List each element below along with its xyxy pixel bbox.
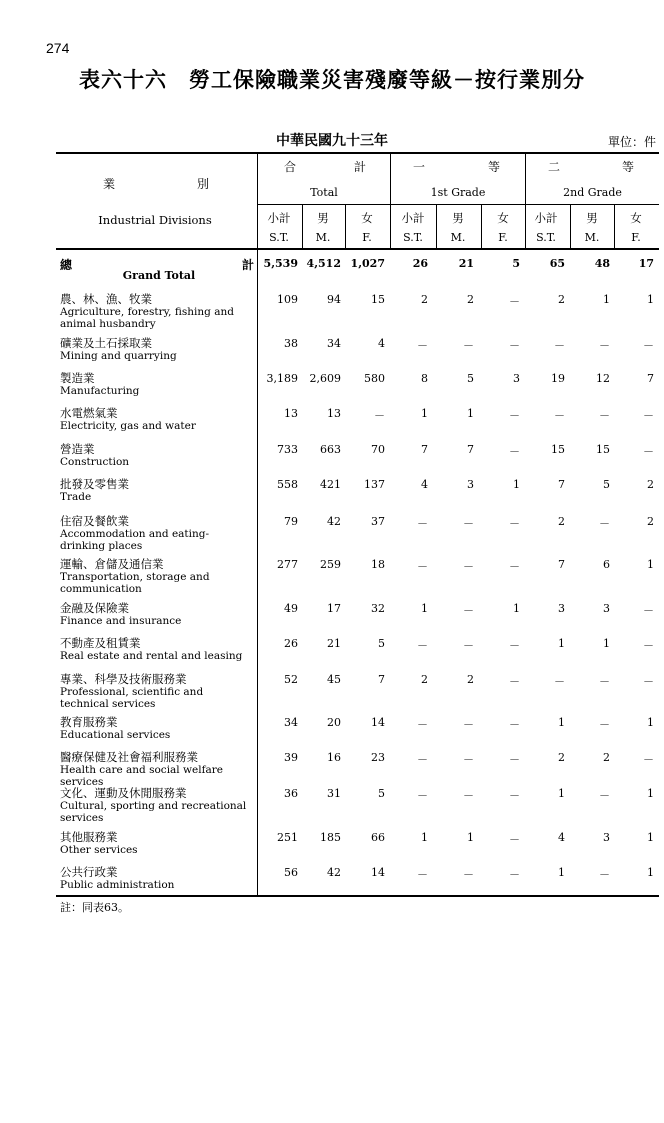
sub-header-en: F. <box>498 231 508 244</box>
table-cell: － <box>463 517 474 530</box>
table-cell: 13 <box>327 407 341 420</box>
industry-header-cn: 業 <box>102 177 115 191</box>
table-bottom-rule <box>56 895 659 897</box>
table-cell: 3 <box>603 831 610 844</box>
table-cell: 7 <box>467 443 474 456</box>
table-cell: － <box>417 517 428 530</box>
table-cell: 1 <box>421 407 428 420</box>
industry-header-en: Industrial Divisions <box>98 213 212 227</box>
table-cell: 34 <box>284 716 298 729</box>
sub-header-cn: 男 <box>317 211 329 225</box>
table-cell: 8 <box>421 372 428 385</box>
table-cell: 2 <box>421 293 428 306</box>
industry-name-en: Construction <box>60 456 130 468</box>
table-cell: 32 <box>371 602 385 615</box>
industry-name-en: Mining and quarrying <box>60 350 177 362</box>
table-cell: 5 <box>378 787 385 800</box>
table-cell: 2 <box>558 751 565 764</box>
table-cell: 16 <box>327 751 341 764</box>
table-cell: 1 <box>603 637 610 650</box>
grand-total-label-en: Grand Total <box>122 269 196 282</box>
group-header-total-en: Total <box>310 186 338 199</box>
table-cell: 2 <box>558 515 565 528</box>
industry-name-en: Manufacturing <box>60 385 140 397</box>
table-cell: － <box>599 789 610 802</box>
table-cell: － <box>643 639 654 652</box>
grand-total-cell: 1,027 <box>350 257 385 270</box>
group-header-grade2-en: 2nd Grade <box>563 186 622 199</box>
table-cell: 5 <box>467 372 474 385</box>
sub-header-cn: 女 <box>497 211 509 225</box>
table-cell: 4 <box>558 831 565 844</box>
industry-name-en: Finance and insurance <box>60 615 182 627</box>
table-cell: 6 <box>603 558 610 571</box>
table-cell: 1 <box>421 602 428 615</box>
industry-header-cn: 別 <box>196 177 209 191</box>
table-cell: 42 <box>327 866 341 879</box>
grand-total-cell: 21 <box>458 257 474 270</box>
table-cell: 558 <box>277 478 298 491</box>
table-cell: － <box>599 339 610 352</box>
table-cell: － <box>643 604 654 617</box>
table-cell: 26 <box>284 637 298 650</box>
industry-name-cn: 公共行政業 <box>60 865 118 879</box>
table-cell: 1 <box>647 293 654 306</box>
table-cell: 31 <box>327 787 341 800</box>
table-cell: 34 <box>327 337 341 350</box>
table-cell: 2 <box>467 293 474 306</box>
sub-header-en: F. <box>631 231 641 244</box>
group-header-grade2-cn: 二 <box>547 160 560 174</box>
table-cell: － <box>643 339 654 352</box>
industry-name-cn: 住宿及餐飲業 <box>60 514 129 528</box>
table-cell: 13 <box>284 407 298 420</box>
column-divider <box>345 204 346 250</box>
table-cell: 733 <box>277 443 298 456</box>
table-cell: 4 <box>421 478 428 491</box>
sub-header-en: S.T. <box>269 231 289 244</box>
grand-total-cell: 5,539 <box>263 257 298 270</box>
table-top-rule <box>56 152 659 154</box>
table-cell: － <box>599 718 610 731</box>
sub-header-cn: 女 <box>630 211 642 225</box>
table-cell: 15 <box>371 293 385 306</box>
table-cell: 277 <box>277 558 298 571</box>
table-cell: － <box>599 409 610 422</box>
table-cell: 70 <box>371 443 385 456</box>
table-cell: 5 <box>603 478 610 491</box>
table-cell: － <box>509 517 520 530</box>
table-cell: 1 <box>513 602 520 615</box>
table-cell: 3 <box>603 602 610 615</box>
table-cell: 137 <box>364 478 385 491</box>
table-cell: 7 <box>558 478 565 491</box>
industry-name-en: Other services <box>60 844 138 856</box>
table-cell: － <box>463 639 474 652</box>
table-cell: － <box>417 868 428 881</box>
table-cell: 39 <box>284 751 298 764</box>
sub-header-en: M. <box>315 231 331 244</box>
industry-name-cn: 教育服務業 <box>60 715 118 729</box>
table-cell: 1 <box>647 558 654 571</box>
table-cell: 2 <box>603 751 610 764</box>
industry-name-cn: 金融及保險業 <box>60 601 129 615</box>
industry-name-en: Professional, scientific and technical services <box>60 686 204 710</box>
table-cell: － <box>417 753 428 766</box>
column-divider <box>614 204 615 250</box>
grand-total-cell: 5 <box>512 257 520 270</box>
table-cell: － <box>463 560 474 573</box>
group-header-grade1-en: 1st Grade <box>430 186 486 199</box>
industry-name-en: Health care and social welfare services <box>60 764 223 788</box>
table-cell: － <box>417 339 428 352</box>
table-cell: 79 <box>284 515 298 528</box>
table-cell: 109 <box>277 293 298 306</box>
table-cell: － <box>554 339 565 352</box>
sub-header-cn: 女 <box>361 211 373 225</box>
group-divider <box>390 152 391 250</box>
table-cell: － <box>463 339 474 352</box>
table-cell: － <box>509 718 520 731</box>
grand-total-cell: 26 <box>412 257 428 270</box>
page-number: 274 <box>46 40 70 56</box>
group-header-rule <box>258 204 659 205</box>
table-cell: 1 <box>558 866 565 879</box>
table-cell: 1 <box>558 637 565 650</box>
industry-name-en: Educational services <box>60 729 171 741</box>
table-cell: 1 <box>647 716 654 729</box>
industry-name-cn: 其他服務業 <box>60 830 118 844</box>
table-cell: 3 <box>558 602 565 615</box>
table-cell: 1 <box>467 407 474 420</box>
table-cell: 1 <box>603 293 610 306</box>
table-cell: 1 <box>647 787 654 800</box>
table-cell: 45 <box>327 673 341 686</box>
table-cell: 38 <box>284 337 298 350</box>
group-header-grade1-cn: 等 <box>487 160 500 174</box>
table-cell: 259 <box>320 558 341 571</box>
industry-name-en: Electricity, gas and water <box>60 420 196 432</box>
table-cell: － <box>643 409 654 422</box>
table-cell: 580 <box>364 372 385 385</box>
table-cell: － <box>509 295 520 308</box>
table-cell: － <box>509 639 520 652</box>
table-cell: 5 <box>378 637 385 650</box>
column-divider <box>481 204 482 250</box>
sub-header-cn: 小計 <box>534 211 558 225</box>
group-header-grade1-cn: 一 <box>412 160 425 174</box>
table-cell: 14 <box>371 866 385 879</box>
table-cell: － <box>643 445 654 458</box>
table-cell: － <box>417 639 428 652</box>
table-cell: 1 <box>647 831 654 844</box>
table-cell: 1 <box>513 478 520 491</box>
table-cell: 2 <box>467 673 474 686</box>
industry-name-cn: 運輸、倉儲及通信業 <box>60 557 164 571</box>
industry-name-en: Public administration <box>60 879 175 891</box>
table-cell: － <box>599 868 610 881</box>
sub-header-en: M. <box>450 231 466 244</box>
table-cell: － <box>463 753 474 766</box>
industry-name-en: Transportation, storage and communication <box>60 571 210 595</box>
industry-name-en: Real estate and rental and leasing <box>60 650 243 662</box>
industry-name-en: Agriculture, forestry, fishing and animal husbandry <box>60 306 234 330</box>
header-bottom-rule <box>56 248 659 250</box>
table-cell: － <box>509 868 520 881</box>
table-cell: 2 <box>647 515 654 528</box>
table-cell: 3,189 <box>266 372 298 385</box>
footnote: 註：同表63。 <box>60 901 129 914</box>
industry-name-cn: 專業、科學及技術服務業 <box>60 672 187 686</box>
industry-name-cn: 礦業及土石採取業 <box>60 336 152 350</box>
table-cell: 15 <box>596 443 610 456</box>
table-cell: 21 <box>327 637 341 650</box>
industry-name-cn: 批發及零售業 <box>60 477 129 491</box>
table-cell: 52 <box>284 673 298 686</box>
table-cell: － <box>554 675 565 688</box>
industry-name-en: Cultural, sporting and recreational services <box>60 800 247 824</box>
industry-name-cn: 文化、運動及休閒服務業 <box>60 786 187 800</box>
table-cell: 49 <box>284 602 298 615</box>
table-cell: － <box>374 409 385 422</box>
table-cell: － <box>509 753 520 766</box>
table-cell: 3 <box>513 372 520 385</box>
group-header-total-cn: 合 <box>283 160 296 174</box>
grand-total-cell: 17 <box>638 257 654 270</box>
table-cell: 7 <box>647 372 654 385</box>
page-title: 表六十六 勞工保險職業災害殘廢等級－按行業別分 <box>79 67 585 92</box>
sub-header-cn: 小計 <box>267 211 291 225</box>
industry-name-en: Trade <box>60 491 92 503</box>
table-cell: － <box>509 560 520 573</box>
industry-name-cn: 水電燃氣業 <box>60 406 118 420</box>
grand-total-label-cn: 總 <box>60 258 73 272</box>
table-cell: 20 <box>327 716 341 729</box>
column-divider <box>436 204 437 250</box>
sub-header-cn: 小計 <box>401 211 425 225</box>
table-cell: － <box>417 560 428 573</box>
table-cell: 421 <box>320 478 341 491</box>
sub-header-en: F. <box>362 231 372 244</box>
table-cell: － <box>463 868 474 881</box>
table-cell: 94 <box>327 293 341 306</box>
table-cell: 2 <box>647 478 654 491</box>
table-cell: 15 <box>551 443 565 456</box>
industry-name-cn: 營造業 <box>60 442 95 456</box>
table-cell: 23 <box>371 751 385 764</box>
table-cell: 42 <box>327 515 341 528</box>
unit-label: 單位：件 <box>607 135 656 149</box>
year-label: 中華民國九十三年 <box>276 133 388 149</box>
table-cell: 7 <box>558 558 565 571</box>
grand-total-label-cn: 計 <box>242 258 255 272</box>
table-cell: － <box>509 339 520 352</box>
sub-header-cn: 男 <box>586 211 598 225</box>
industry-name-en: Accommodation and eating-drinking places <box>60 528 210 552</box>
table-cell: － <box>509 409 520 422</box>
table-cell: － <box>463 718 474 731</box>
table-cell: － <box>509 445 520 458</box>
table-cell: 1 <box>558 787 565 800</box>
sub-header-en: S.T. <box>536 231 556 244</box>
industry-name-cn: 製造業 <box>60 371 95 385</box>
table-cell: 56 <box>284 866 298 879</box>
table-cell: 18 <box>371 558 385 571</box>
table-cell: 1 <box>558 716 565 729</box>
table-cell: 1 <box>467 831 474 844</box>
table-cell: 66 <box>371 831 385 844</box>
table-cell: － <box>599 517 610 530</box>
sub-header-en: M. <box>584 231 600 244</box>
table-cell: － <box>509 833 520 846</box>
table-cell: － <box>643 675 654 688</box>
grand-total-cell: 4,512 <box>306 257 341 270</box>
table-cell: － <box>463 604 474 617</box>
table-cell: － <box>643 753 654 766</box>
table-cell: － <box>417 789 428 802</box>
sub-header-en: S.T. <box>403 231 423 244</box>
table-cell: 1 <box>647 866 654 879</box>
column-divider <box>570 204 571 250</box>
table-cell: － <box>554 409 565 422</box>
table-cell: 4 <box>378 337 385 350</box>
table-cell: － <box>509 789 520 802</box>
table-cell: － <box>599 675 610 688</box>
group-header-grade2-cn: 等 <box>621 160 634 174</box>
table-cell: 7 <box>421 443 428 456</box>
table-cell: 36 <box>284 787 298 800</box>
table-cell: 2,609 <box>309 372 341 385</box>
table-cell: 14 <box>371 716 385 729</box>
table-cell: 663 <box>320 443 341 456</box>
table-cell: 12 <box>596 372 610 385</box>
grand-total-cell: 48 <box>594 257 610 270</box>
table-cell: 7 <box>378 673 385 686</box>
table-cell: 1 <box>421 831 428 844</box>
table-cell: － <box>509 675 520 688</box>
industry-name-cn: 不動產及租賃業 <box>60 636 141 650</box>
grand-total-cell: 65 <box>549 257 565 270</box>
table-cell: － <box>463 789 474 802</box>
table-cell: 2 <box>558 293 565 306</box>
table-cell: 19 <box>551 372 565 385</box>
group-header-total-cn: 計 <box>353 160 366 174</box>
industry-name-cn: 農、林、漁、牧業 <box>60 292 152 306</box>
industry-name-cn: 醫療保健及社會福利服務業 <box>60 750 198 764</box>
table-cell: 2 <box>421 673 428 686</box>
table-cell: 17 <box>327 602 341 615</box>
table-cell: － <box>417 718 428 731</box>
table-cell: 37 <box>371 515 385 528</box>
table-cell: 3 <box>467 478 474 491</box>
table-cell: 185 <box>320 831 341 844</box>
sub-header-cn: 男 <box>452 211 464 225</box>
table-cell: 251 <box>277 831 298 844</box>
